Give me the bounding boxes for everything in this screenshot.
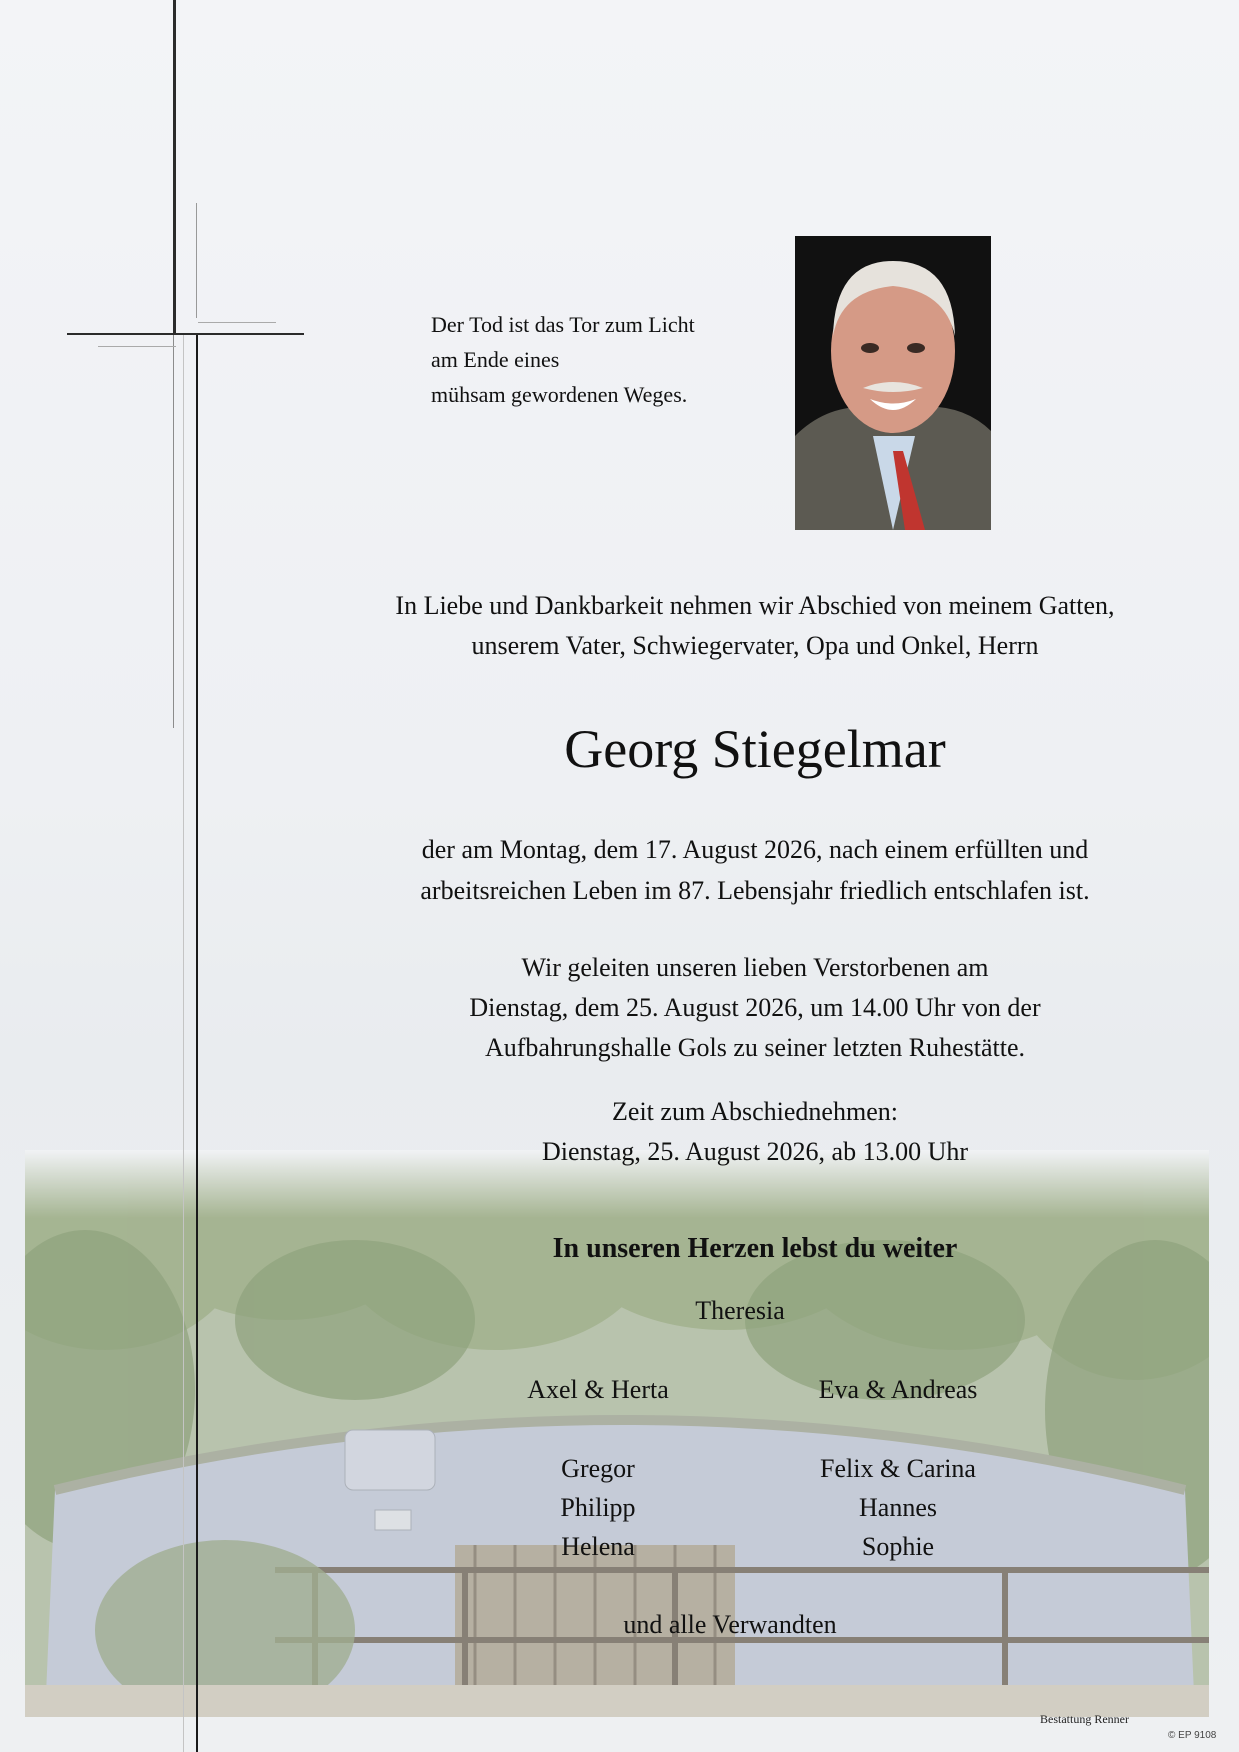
verse <box>431 307 695 412</box>
cross-accent-horizontal-line <box>198 322 276 323</box>
mourner-grandchildren-left <box>480 1449 716 1566</box>
cross-vertical-line <box>173 0 176 333</box>
mourner-couple-left: Axel & Herta <box>527 1375 669 1404</box>
farewell-time <box>370 1092 1140 1172</box>
funeral-line: Dienstag, dem 25. August 2026, um 14.00 Uhr von der <box>469 993 1041 1022</box>
mourner-spouse: Theresia <box>695 1296 785 1325</box>
mourner-grandchildren-right <box>780 1449 1016 1566</box>
funeral-home-credit: Bestattung Renner <box>1040 1712 1129 1726</box>
cross-horizontal-line <box>67 333 304 335</box>
cross-vertical-thin-line <box>173 333 174 728</box>
grandchild-name: Helena <box>561 1532 635 1561</box>
grandchild-name: Philipp <box>560 1493 636 1522</box>
cross-long-vertical-line <box>196 333 198 1752</box>
grandchild-name: Sophie <box>861 1532 935 1561</box>
grandchild-name: Felix & Carina <box>820 1454 976 1483</box>
motto: In unseren Herzen lebst du weiter <box>552 1233 958 1264</box>
funeral-line: Aufbahrungshalle Gols zu seiner letzten Ruhestätte. <box>484 1033 1026 1062</box>
intro-text <box>370 586 1140 666</box>
deceased-name: Georg Stiegelmar <box>564 719 946 779</box>
death-notice-line: der am Montag, dem 17. August 2026, nach einem erfüllten und <box>421 835 1089 864</box>
verse-line: Der Tod ist das Tor zum Licht <box>431 312 695 337</box>
document-code: © EP 9108 <box>1168 1730 1217 1741</box>
farewell-line: Dienstag, 25. August 2026, ab 13.00 Uhr <box>541 1137 969 1166</box>
farewell-line: Zeit zum Abschiednehmen: <box>612 1097 898 1126</box>
death-notice <box>370 829 1140 911</box>
verse-line: am Ende eines <box>431 347 560 372</box>
mourner-couple-right: Eva & Andreas <box>818 1375 978 1404</box>
death-notice-line: arbeitsreichen Leben im 87. Lebensjahr friedlich entschlafen ist. <box>420 876 1090 905</box>
funeral-line: Wir geleiten unseren lieben Verstorbenen am <box>521 953 989 982</box>
portrait-photo <box>795 236 991 530</box>
grandchild-name: Hannes <box>859 1493 937 1522</box>
mourner-relatives: und alle Verwandten <box>623 1610 837 1639</box>
intro-line: unserem Vater, Schwiegervater, Opa und Onkel, Herrn <box>471 631 1039 660</box>
cross-shadow-line <box>183 333 184 1752</box>
funeral-notice <box>370 948 1140 1068</box>
grandchild-name: Gregor <box>561 1454 635 1483</box>
intro-line: In Liebe und Dankbarkeit nehmen wir Abschied von meinem Gatten, <box>395 591 1115 620</box>
cross-accent-line <box>196 203 197 318</box>
cross-accent-horizontal-line <box>98 346 176 347</box>
verse-line: mühsam gewordenen Weges. <box>431 382 688 407</box>
